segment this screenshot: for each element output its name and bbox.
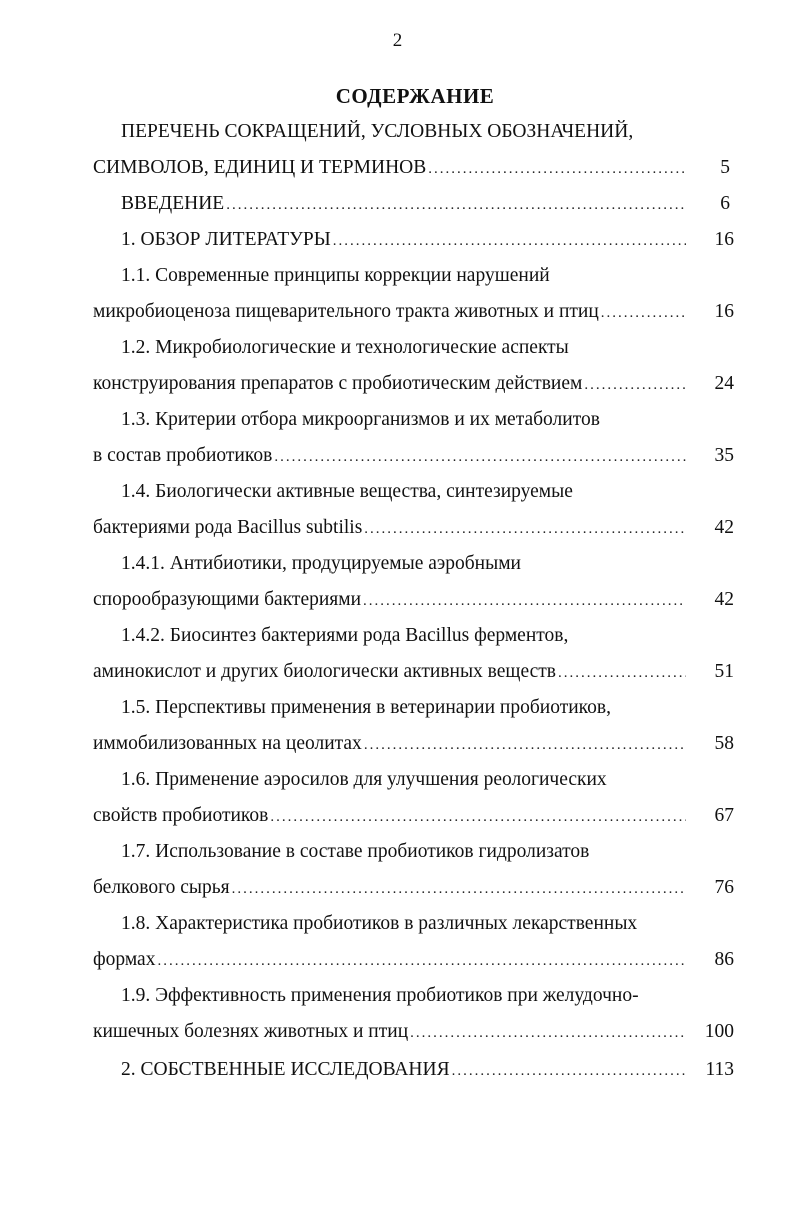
leader-dots bbox=[364, 733, 686, 757]
toc-entry-ch2[interactable] bbox=[121, 1058, 690, 1082]
toc-entry-1-7[interactable] bbox=[93, 876, 690, 900]
toc-page-number: 42 bbox=[714, 589, 734, 610]
toc-page-number: 16 bbox=[714, 229, 734, 250]
toc-entry-1-2-line1: 1.2. Микробиологические и технологические аспекты bbox=[121, 337, 569, 358]
leader-dots bbox=[226, 193, 686, 217]
toc-page-number: 16 bbox=[714, 301, 734, 322]
toc-entry-text: микробиоценоза пищеварительного тракта животных и птиц bbox=[93, 301, 599, 322]
toc-entry-1-2[interactable] bbox=[93, 372, 690, 396]
leader-dots bbox=[410, 1021, 686, 1045]
toc-entry-1-3-line1: 1.3. Критерии отбора микроорганизмов и их метаболитов bbox=[121, 409, 600, 430]
toc-entry-text: кишечных болезнях животных и птиц bbox=[93, 1021, 409, 1042]
toc-entry-text: спорообразующими бактериями bbox=[93, 589, 362, 610]
toc-entry-text: 1. ОБЗОР ЛИТЕРАТУРЫ bbox=[121, 229, 331, 250]
toc-entry-1-1[interactable] bbox=[93, 300, 690, 324]
leader-dots bbox=[363, 589, 686, 613]
leader-dots bbox=[157, 949, 686, 973]
toc-page-number: 24 bbox=[714, 373, 734, 394]
toc-entry-1-6-line1: 1.6. Применение аэросилов для улучшения реологических bbox=[121, 769, 607, 790]
leader-dots bbox=[333, 229, 686, 253]
leader-dots bbox=[232, 877, 686, 901]
toc-entry-text: конструирования препаратов с пробиотическим действием bbox=[93, 373, 583, 394]
toc-abbrev-line1: ПЕРЕЧЕНЬ СОКРАЩЕНИЙ, УСЛОВНЫХ ОБОЗНАЧЕНИЙ, bbox=[121, 121, 634, 142]
toc-entry-text: белкового сырья bbox=[93, 877, 230, 898]
toc-entry-1-8-line1: 1.8. Характеристика пробиотиков в различных лекарственных bbox=[121, 913, 638, 934]
leader-dots bbox=[270, 805, 686, 829]
toc-entry-abbrev[interactable] bbox=[93, 156, 690, 180]
toc-entry-1-1-line1: 1.1. Современные принципы коррекции нарушений bbox=[121, 265, 550, 286]
toc-entry-1-8[interactable] bbox=[93, 948, 690, 972]
toc-entry-text: свойств пробиотиков bbox=[93, 805, 269, 826]
leader-dots bbox=[428, 157, 686, 181]
toc-entry-1-9[interactable] bbox=[93, 1020, 690, 1044]
toc-entry-1-4[interactable] bbox=[93, 516, 690, 540]
toc-entry-text: в состав пробиотиков bbox=[93, 445, 273, 466]
toc-entry-1-5[interactable] bbox=[93, 732, 690, 756]
toc-page-number: 76 bbox=[714, 877, 734, 898]
toc-entry-1-4-2-line1: 1.4.2. Биосинтез бактериями рода Bacillus ферментов, bbox=[121, 625, 569, 646]
toc-page-number: 35 bbox=[714, 445, 734, 466]
toc-entry-ch1[interactable] bbox=[121, 228, 690, 252]
toc-page-number: 6 bbox=[720, 193, 730, 214]
leader-dots bbox=[452, 1059, 686, 1083]
toc-entry-1-6[interactable] bbox=[93, 804, 690, 828]
toc-entry-1-5-line1: 1.5. Перспективы применения в ветеринарии пробиотиков, bbox=[121, 697, 611, 718]
toc-entry-text: иммобилизованных на цеолитах bbox=[93, 733, 362, 754]
toc-entry-intro[interactable] bbox=[121, 192, 690, 216]
toc-page-number: 86 bbox=[714, 949, 734, 970]
toc-entry-1-4-line1: 1.4. Биологически активные вещества, синтезируемые bbox=[121, 481, 573, 502]
leader-dots bbox=[274, 445, 686, 469]
toc-page-number: 100 bbox=[704, 1021, 734, 1042]
toc-page-number: 42 bbox=[714, 517, 734, 538]
toc-entry-text: ВВЕДЕНИЕ bbox=[121, 193, 225, 214]
toc-page-number: 58 bbox=[714, 733, 734, 754]
toc-entry-1-7-line1: 1.7. Использование в составе пробиотиков гидролизатов bbox=[121, 841, 590, 862]
toc-entry-1-4-2[interactable] bbox=[93, 660, 690, 684]
toc-entry-1-9-line1: 1.9. Эффективность применения пробиотиков при желудочно- bbox=[121, 985, 639, 1006]
toc-page-number: 67 bbox=[714, 805, 734, 826]
leader-dots bbox=[364, 517, 686, 541]
toc-entry-1-4-1-line1: 1.4.1. Антибиотики, продуцируемые аэробными bbox=[121, 553, 521, 574]
toc-entry-text: формах bbox=[93, 949, 156, 970]
toc-page-number: 113 bbox=[705, 1059, 734, 1080]
toc-entry-1-3[interactable] bbox=[93, 444, 690, 468]
toc-page-number: 5 bbox=[720, 157, 730, 178]
page-title: СОДЕРЖАНИЕ bbox=[335, 84, 495, 108]
toc-entry-text: СИМВОЛОВ, ЕДИНИЦ И ТЕРМИНОВ bbox=[93, 157, 427, 178]
toc-entry-text: аминокислот и других биологически активных веществ bbox=[93, 661, 556, 682]
toc-page-number: 51 bbox=[714, 661, 734, 682]
page-number: 2 bbox=[392, 30, 403, 51]
toc-entry-text: бактериями рода Bacillus subtilis bbox=[93, 517, 363, 538]
toc-entry-1-4-1[interactable] bbox=[93, 588, 690, 612]
toc-entry-text: 2. СОБСТВЕННЫЕ ИССЛЕДОВАНИЯ bbox=[121, 1059, 450, 1080]
